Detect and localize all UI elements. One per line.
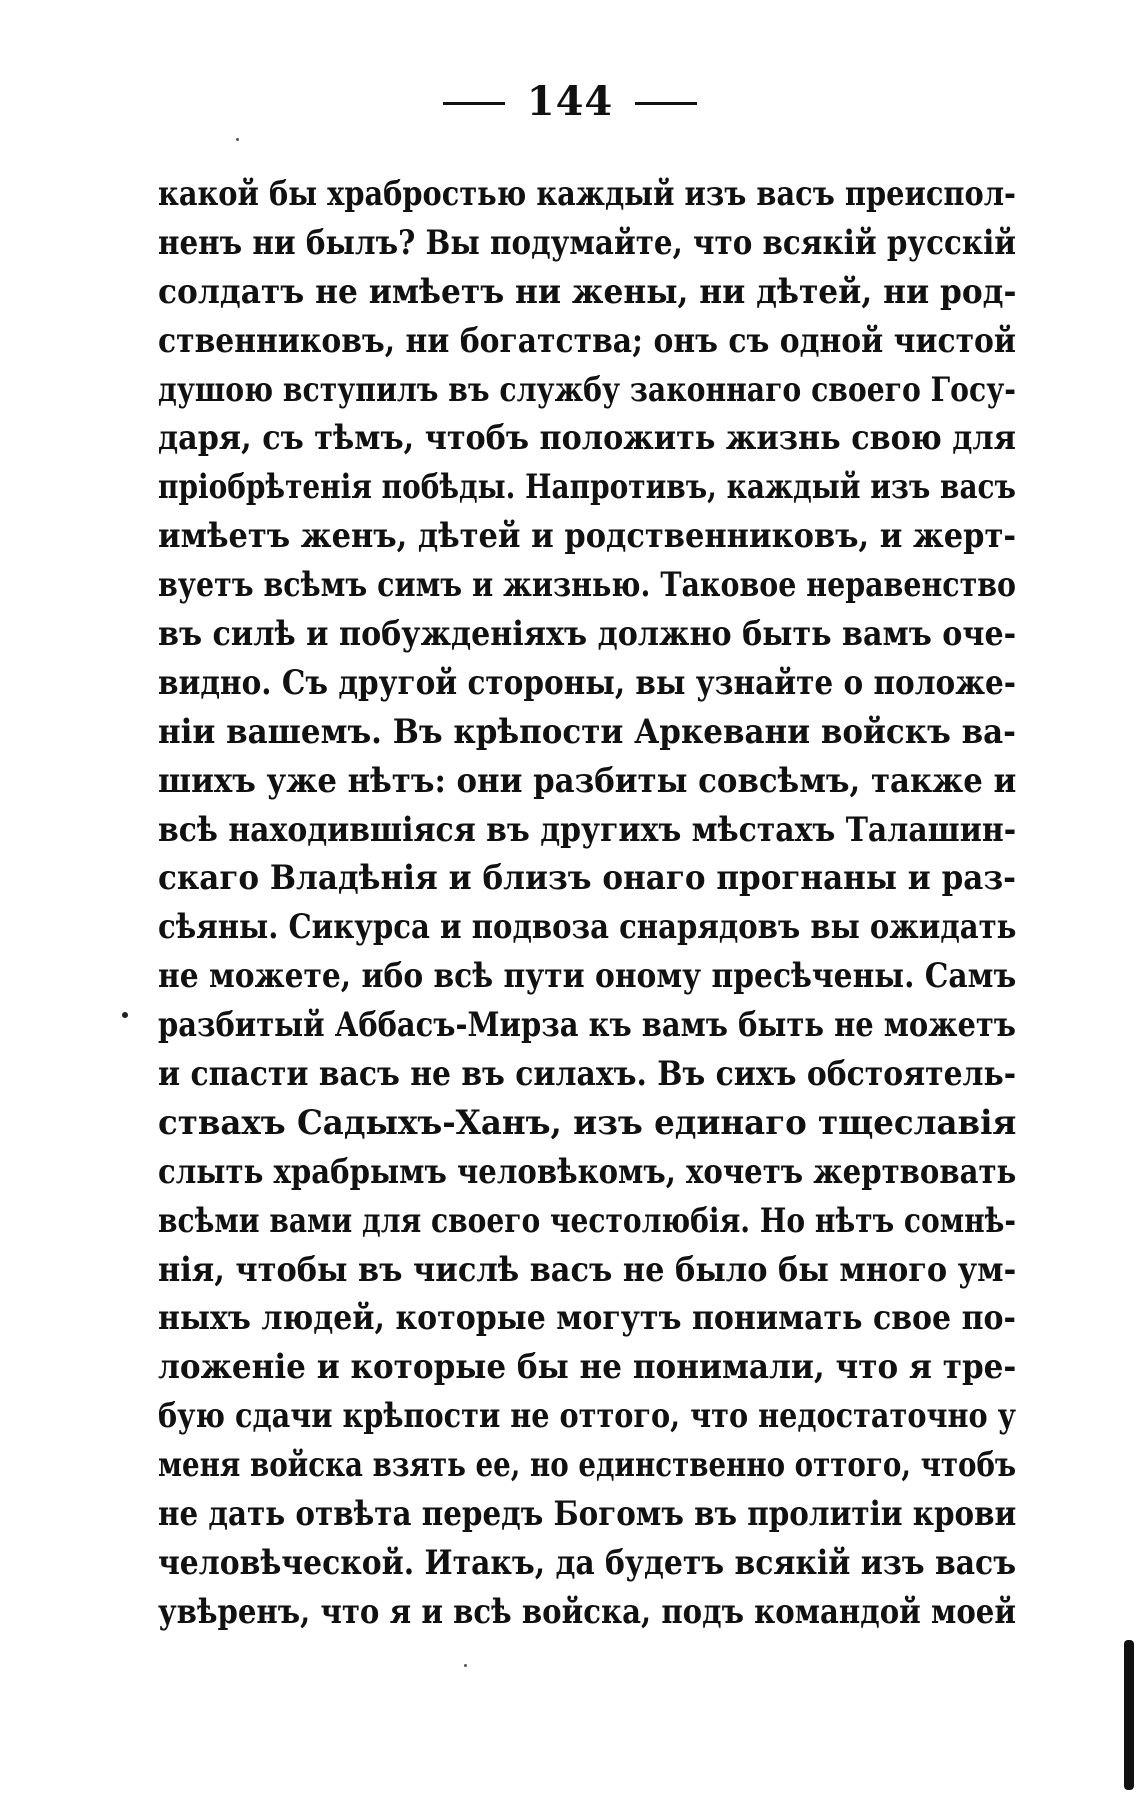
page-number-header	[0, 78, 1140, 126]
text-line: ствахъ Садыхъ-Ханъ, изъ единаго тщеславія	[158, 1102, 1016, 1143]
text-line: душою вступилъ въ службу законнаго своего Госу-	[158, 369, 1016, 410]
text-line: и спасти васъ не въ силахъ. Въ сихъ обстоятель-	[158, 1054, 1016, 1095]
text-line: ственниковъ, ни богатства; онъ съ одной чистой	[158, 320, 1016, 361]
text-line: человѣческой. Итакъ, да будетъ всякій изъ васъ	[158, 1542, 1016, 1583]
page-number-dash-right	[635, 102, 697, 105]
text-line: всѣми вами для своего честолюбія. Но нѣтъ сомнѣ-	[158, 1200, 1016, 1241]
text-line: шихъ уже нѣтъ: они разбиты совсѣмъ, также и	[158, 760, 1016, 801]
page-number: 144	[526, 78, 614, 125]
text-line: разбитый Аббасъ-Мирза къ вамъ быть не можетъ	[158, 1005, 1016, 1046]
page-number-dash-left	[443, 102, 505, 105]
body-text	[158, 170, 1016, 1637]
text-line: меня войска взять ее, но единственно оттого, чтобъ	[158, 1445, 1016, 1486]
text-line: видно. Съ другой стороны, вы узнайте о положе-	[158, 662, 1016, 703]
text-line: всѣ находившіяся въ другихъ мѣстахъ Талашин-	[158, 809, 1016, 850]
text-line: солдатъ не имѣетъ ни жены, ни дѣтей, ни род-	[158, 271, 1016, 312]
margin-dot	[122, 1012, 128, 1018]
text-line: ніи вашемъ. Въ крѣпости Аркевани войскъ ва-	[158, 711, 1016, 752]
text-line: пріобрѣтенія побѣды. Напротивъ, каждый изъ васъ	[158, 467, 1016, 508]
text-line: скаго Владѣнія и близъ онаго прогнаны и раз-	[158, 858, 1016, 899]
scan-edge-mark	[1124, 1640, 1134, 1790]
print-speck	[236, 138, 239, 141]
text-line: имѣетъ женъ, дѣтей и родственниковъ, и жерт-	[158, 516, 1016, 557]
text-line: сѣяны. Сикурса и подвоза снарядовъ вы ожидать	[158, 907, 1016, 948]
text-line: какой бы храбростью каждый изъ васъ преиспол-	[158, 174, 1016, 214]
text-line: ложеніе и которые бы не понимали, что я тре-	[158, 1347, 1016, 1388]
text-line: не дать отвѣта передъ Богомъ въ пролитіи крови	[158, 1494, 1016, 1535]
text-line: не можете, ибо всѣ пути оному пресѣчены. Самъ	[158, 956, 1016, 997]
text-line: ненъ ни былъ? Вы подумайте, что всякій русскій	[158, 222, 1016, 263]
text-line: слыть храбрымъ человѣкомъ, хочетъ жертвовать	[158, 1151, 1016, 1192]
text-line: въ силѣ и побужденіяхъ должно быть вамъ оче-	[158, 614, 1016, 655]
text-line: бую сдачи крѣпости не оттого, что недостаточно у	[158, 1396, 1016, 1437]
text-line: увѣренъ, что я и всѣ войска, подъ командой моей	[158, 1591, 1016, 1632]
text-line: ныхъ людей, которые могутъ понимать свое по-	[158, 1298, 1016, 1339]
text-line: нія, чтобы въ числѣ васъ не было бы много ум-	[158, 1249, 1016, 1290]
text-line: даря, съ тѣмъ, чтобъ положить жизнь свою для	[158, 418, 1016, 459]
print-speck	[464, 1664, 467, 1667]
text-line: вуетъ всѣмъ симъ и жизнью. Таковое неравенство	[158, 565, 1016, 606]
